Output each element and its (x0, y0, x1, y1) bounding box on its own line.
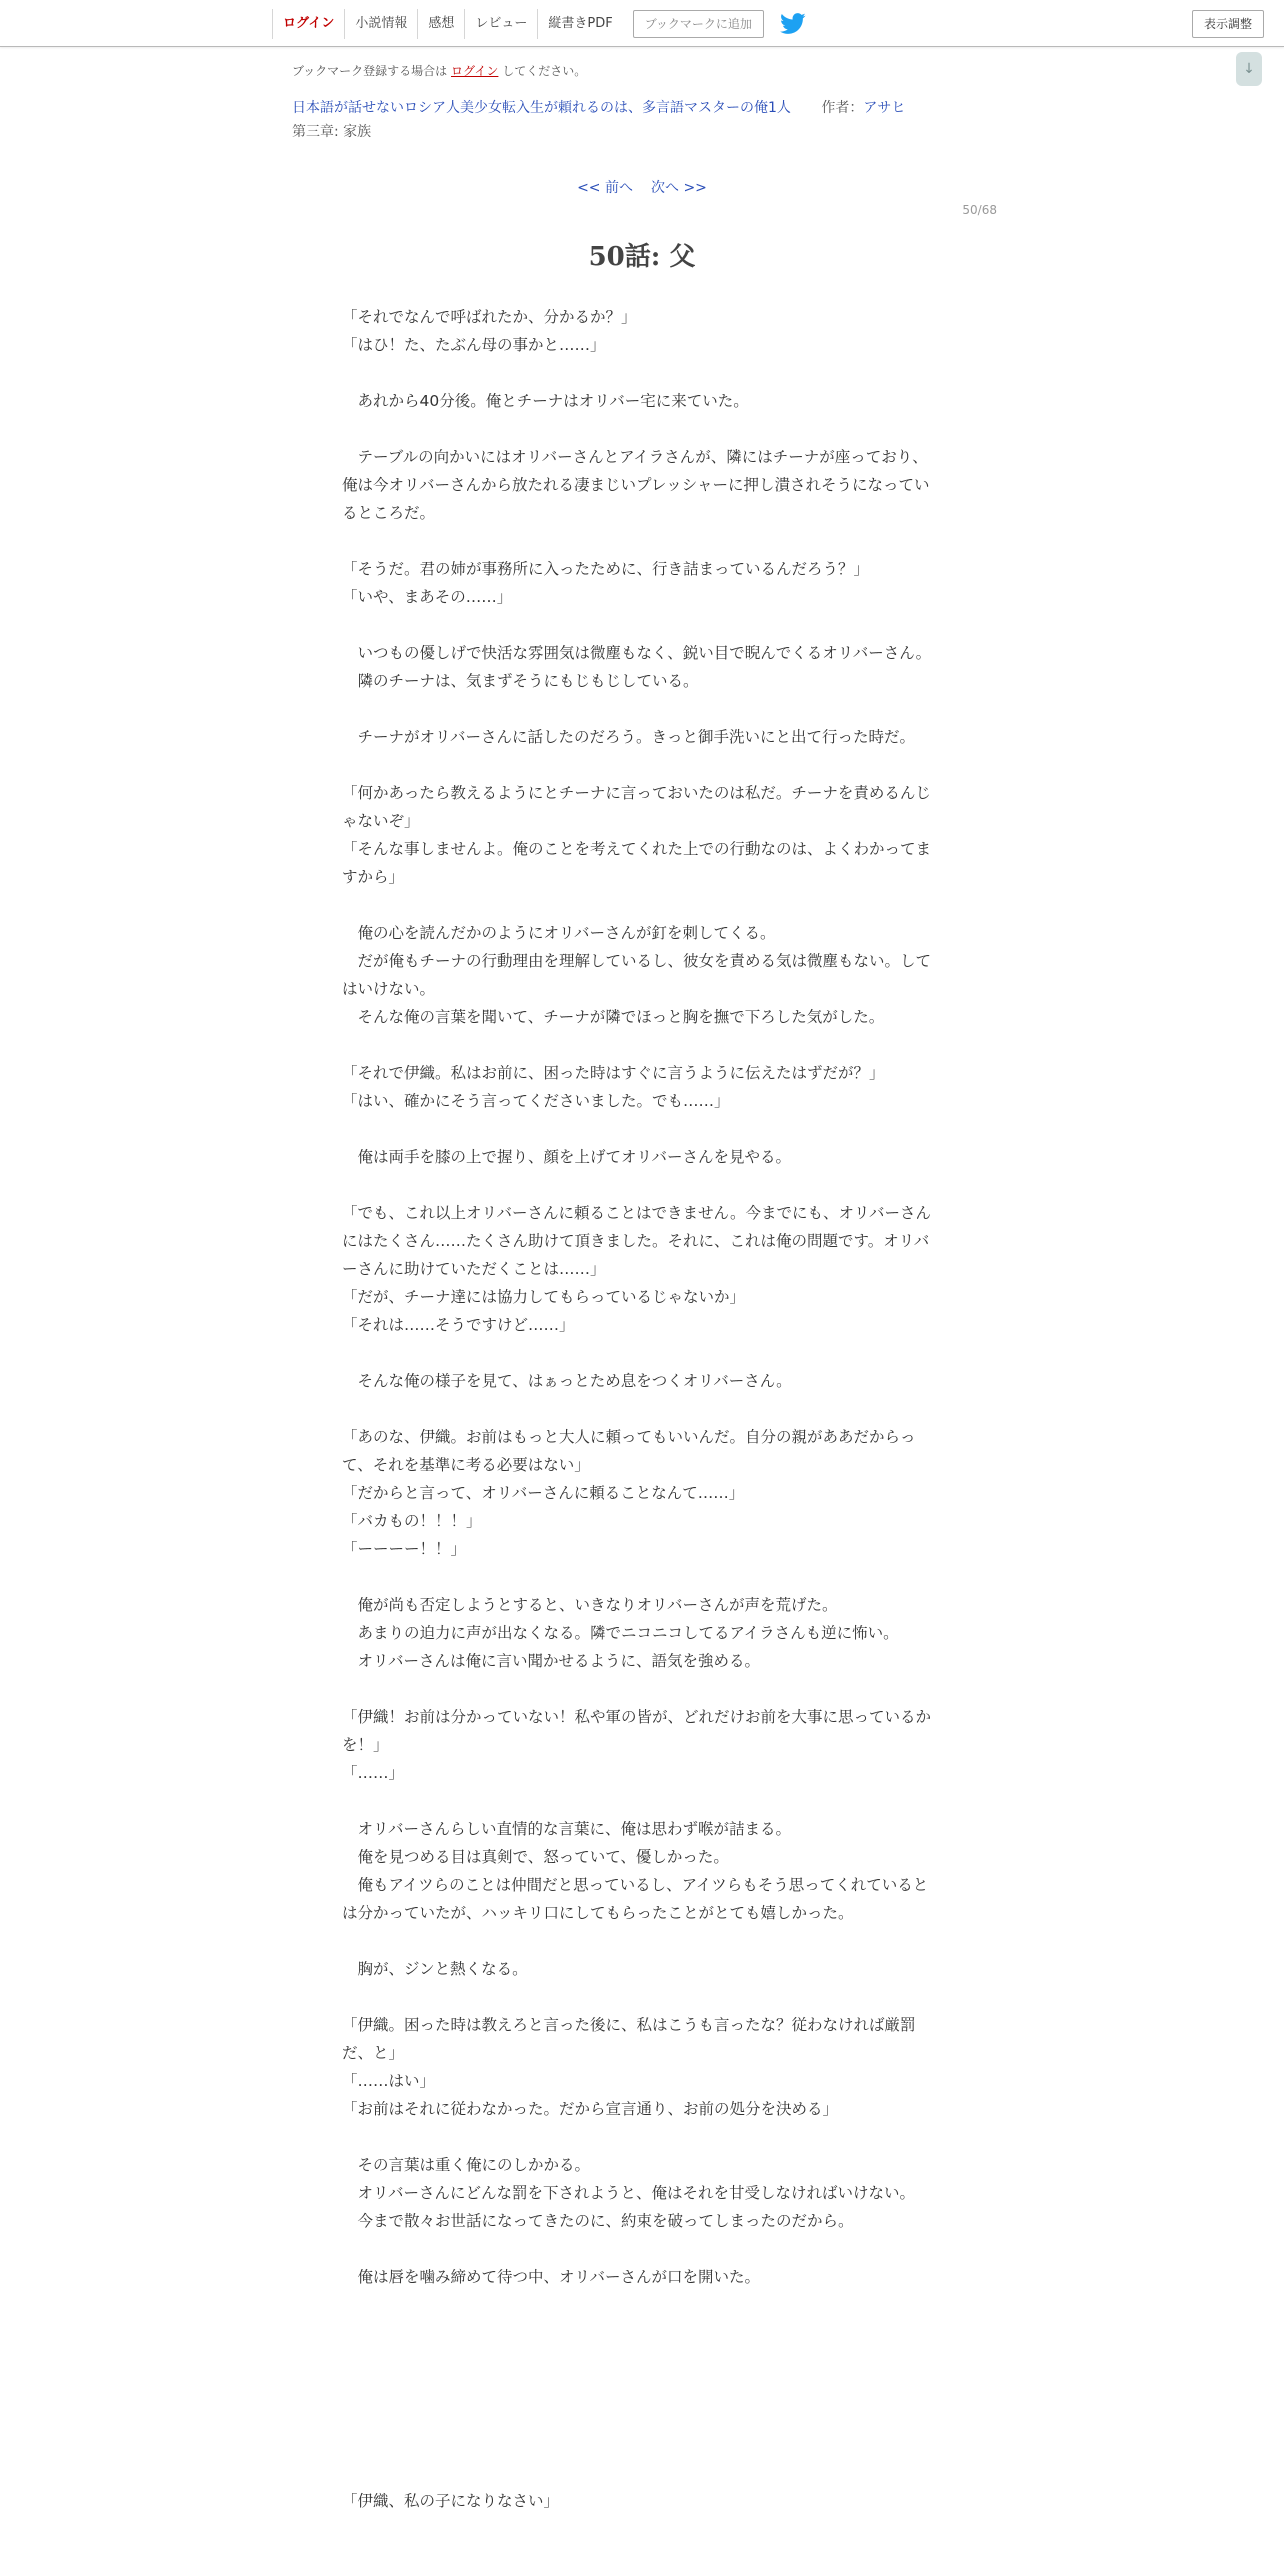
notice-suffix: してください。 (502, 64, 587, 78)
body-line: 隣のチーナは、気まずそうにもじもじしている。 (342, 672, 699, 690)
twitter-bird-icon[interactable] (780, 13, 806, 35)
blank-line (342, 1339, 936, 1367)
prev-episode-link[interactable]: << 前へ (577, 180, 633, 196)
blank-line (342, 891, 936, 919)
body-line: 「はひ！た、たぶん母の事かと……」 (342, 336, 606, 354)
nav-login-link[interactable]: ログイン (272, 9, 344, 39)
body-line: 「……はい」 (342, 2072, 436, 2090)
body-line: チーナがオリバーさんに話したのだろう。きっと御手洗いにと出て行った時だ。 (342, 728, 916, 746)
body-line: 「それでなんで呼ばれたか、分かるか？」 (342, 308, 637, 326)
body-line: 俺を見つめる目は真剣で、怒っていて、優しかった。 (342, 1848, 729, 1866)
body-line: その言葉は重く俺にのしかかる。 (342, 2156, 591, 2174)
blank-line (342, 611, 936, 639)
blank-line (342, 1787, 936, 1815)
novel-title-line (292, 97, 905, 117)
notice-prefix: ブックマーク登録する場合は (292, 64, 448, 78)
body-line: 「……」 (342, 1764, 405, 1782)
blank-line (342, 1171, 936, 1199)
body-line: 「バカもの！！！」 (342, 1512, 482, 1530)
body-line: 「それで伊織。私はお前に、困った時はすぐに言うように伝えたはずだが？」 (342, 1064, 885, 1082)
body-line: そんな俺の様子を見て、はぁっとため息をつくオリバーさん。 (342, 1372, 792, 1390)
novel-title-link[interactable]: 日本語が話せないロシア人美少女転入生が頼れるのは、多言語マスターの俺1人 (292, 100, 791, 116)
body-line: 「ーーーー！！」 (342, 1540, 467, 1558)
notice-login-link[interactable]: ログイン (451, 64, 499, 78)
body-line: 「お前はそれに従わなかった。だから宣言通り、お前の処分を決める」 (342, 2100, 839, 2118)
body-line: 「でも、これ以上オリバーさんに頼ることはできません。今までにも、オリバーさんにはたくさん……たくさん助けて頂きました。それに、これは俺の問題です。オリバーさんに助けていただくことは……」 (342, 1204, 932, 1278)
body-line: 「何かあったら教えるようにとチーナに言っておいたのは私だ。チーナを責めるんじゃないぞ」 (342, 784, 931, 830)
bookmark-login-notice (292, 62, 586, 79)
body-line: 俺は両手を膝の上で握り、顔を上げてオリバーさんを見やる。 (342, 1148, 792, 1166)
blank-line (342, 1927, 936, 1955)
blank-line (342, 1115, 936, 1143)
blank-line (342, 527, 936, 555)
author-name-link[interactable]: アサヒ (863, 100, 906, 116)
top-navigation-bar (0, 0, 1284, 47)
body-line: いつもの優しげで快活な雰囲気は微塵もなく、鋭い目で睨んでくるオリバーさん。 (342, 644, 932, 662)
author-label: 作者： (821, 100, 864, 116)
body-line: 「それは……そうですけど……」 (342, 1316, 575, 1334)
body-final-line: 「伊織、私の子になりなさい」 (342, 2492, 560, 2510)
body-line: 俺は唇を噛み締めて待つ中、オリバーさんが口を開いた。 (342, 2268, 761, 2286)
body-line: 俺が尚も否定しようとすると、いきなりオリバーさんが声を荒げた。 (342, 1596, 838, 1614)
body-line: 「そんな事しませんよ。俺のことを考えてくれた上での行動なのは、よくわかってますから」 (342, 840, 932, 886)
body-line: テーブルの向かいにはオリバーさんとアイラさんが、隣にはチーナが座っており、俺は今オリバーさんから放たれる凄まじいプレッシャーに押し潰されそうになっているところだ。 (342, 448, 930, 522)
nav-vertical-pdf-link[interactable]: 縦書きPDF (537, 9, 622, 39)
body-line: あれから40分後。俺とチーナはオリバー宅に来ていた。 (342, 392, 749, 410)
add-bookmark-button[interactable]: ブックマークに追加 (633, 10, 764, 38)
scroll-down-button[interactable]: ↓ (1236, 52, 1262, 86)
episode-title: 50話: 父 (588, 242, 696, 272)
body-line: オリバーさんは俺に言い聞かせるように、語気を強める。 (342, 1652, 761, 1670)
body-line: オリバーさんにどんな罰を下されようと、俺はそれを甘受しなければいけない。 (342, 2184, 916, 2202)
blank-line (342, 751, 936, 779)
body-line: 「伊織！お前は分かっていない！私や軍の皆が、どれだけお前を大事に思っているかを！」 (342, 1708, 932, 1754)
blank-line (342, 1675, 936, 1703)
body-line: オリバーさんらしい直情的な言葉に、俺は思わず喉が詰まる。 (342, 1820, 792, 1838)
blank-line (342, 2235, 936, 2263)
nav-novel-info-link[interactable]: 小説情報 (344, 9, 417, 39)
body-line: 俺の心を読んだかのようにオリバーさんが釘を刺してくる。 (342, 924, 776, 942)
nav-links (272, 9, 806, 39)
nav-impressions-link[interactable]: 感想 (417, 9, 464, 39)
body-line: 「いや、まあその……」 (342, 588, 513, 606)
display-settings-button[interactable]: 表示調整 (1192, 10, 1264, 38)
novel-body-text (342, 303, 936, 2291)
body-line: 俺もアイツらのことは仲間だと思っているし、アイツらもそう思ってくれているとは分かっていたが、ハッキリ口にしてもらったことがとても嬉しかった。 (342, 1876, 929, 1922)
body-line: 今まで散々お世話になってきたのに、約束を破ってしまったのだから。 (342, 2212, 854, 2230)
body-line: 「あのな、伊織。お前はもっと大人に頼ってもいいんだ。自分の親がああだからって、それを基準に考る必要はない」 (342, 1428, 916, 1474)
body-line: そんな俺の言葉を聞いて、チーナが隣でほっと胸を撫で下ろした気がした。 (342, 1008, 885, 1026)
body-line: 胸が、ジンと熱くなる。 (342, 1960, 528, 1978)
blank-line (342, 1395, 936, 1423)
blank-line (342, 415, 936, 443)
episode-count: 50/68 (962, 203, 997, 217)
blank-line (342, 359, 936, 387)
body-line: 「はい、確かにそう言ってくださいました。でも……」 (342, 1092, 730, 1110)
body-line: あまりの迫力に声が出なくなる。隣でニコニコしてるアイラさんも逆に怖い。 (342, 1624, 899, 1642)
body-line: 「だが、チーナ達には協力してもらっているじゃないか」 (342, 1288, 746, 1306)
blank-line (342, 1563, 936, 1591)
blank-line (342, 695, 936, 723)
blank-line (342, 1983, 936, 2011)
next-episode-link[interactable]: 次へ >> (651, 180, 707, 196)
chapter-label: 第三章: 家族 (292, 124, 372, 140)
nav-review-link[interactable]: レビュー (464, 9, 537, 39)
body-line: 「だからと言って、オリバーさんに頼ることなんて……」 (342, 1484, 745, 1502)
blank-line (342, 2123, 936, 2151)
body-line: だが俺もチーナの行動理由を理解しているし、彼女を責める気は微塵もない。してはいけない。 (342, 952, 932, 998)
body-line: 「そうだ。君の姉が事務所に入ったために、行き詰まっているんだろう？」 (342, 560, 870, 578)
body-line: 「伊織。困った時は教えろと言った後に、私はこうも言ったな？従わなければ厳罰だ、と」 (342, 2016, 916, 2062)
episode-pager (0, 177, 1284, 197)
blank-line (342, 1031, 936, 1059)
